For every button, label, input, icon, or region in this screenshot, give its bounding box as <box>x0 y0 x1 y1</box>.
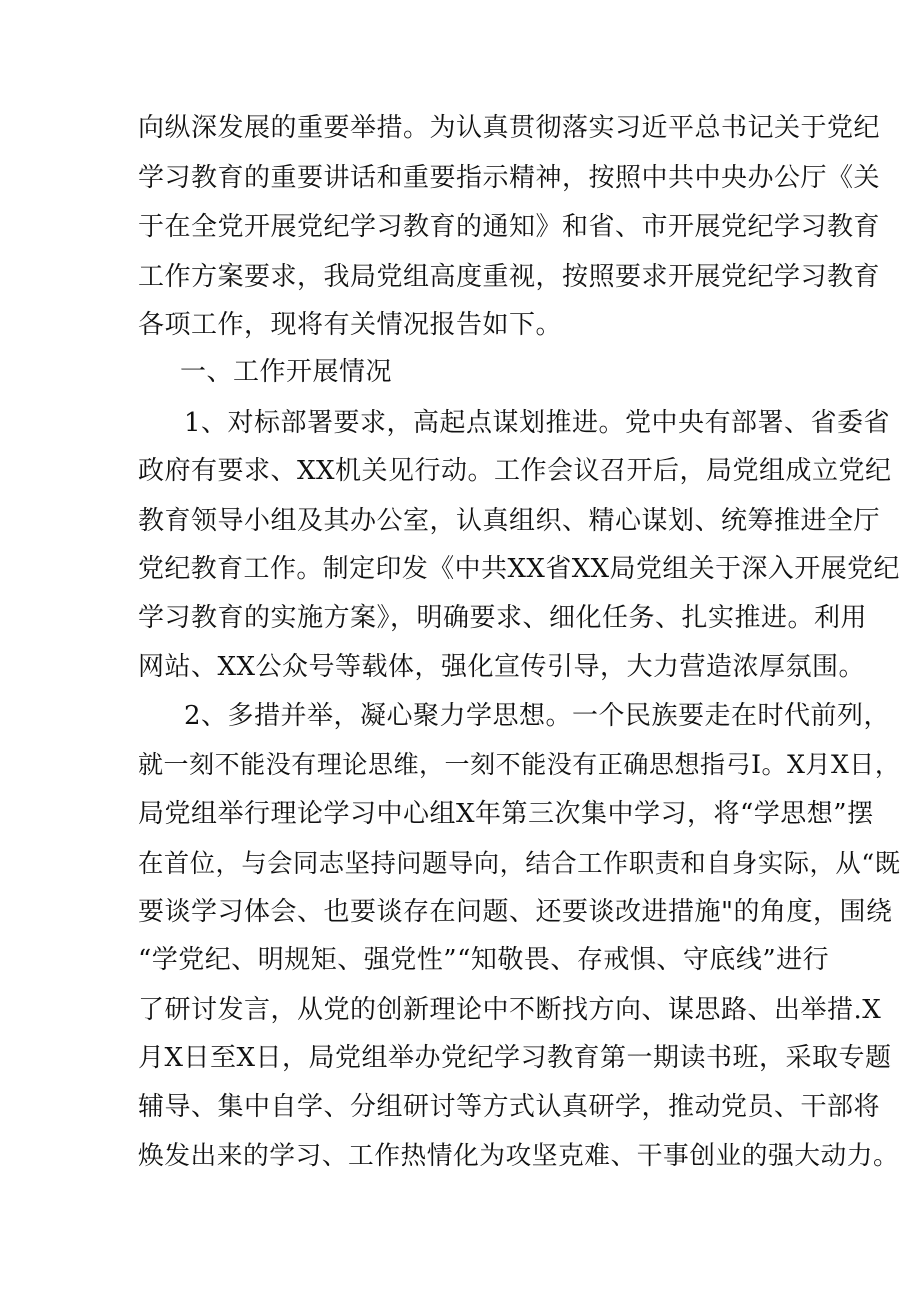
paragraph-line: 焕发出来的学习、工作热情化为攻坚克难、干事创业的强大动力。 <box>138 1141 900 1171</box>
paragraph-line: 月X日至X日，局党组举办党纪学习教育第一期读书班，采取专题 <box>138 1043 892 1073</box>
paragraph-line: 了研讨发言，从党的创新理论中不断找方向、谋思路、出举措.X <box>138 995 882 1025</box>
paragraph-line: 1、对标部署要求，高起点谋划推进。党中央有部署、省委省 <box>184 408 891 438</box>
paragraph-line: 网站、XX公众号等载体，强化宣传引导，大力营造浓厚氛围。 <box>138 652 866 682</box>
paragraph-line: 就一刻不能没有理论思维，一刻不能没有正确思想指弓I。X月X日， <box>138 750 901 779</box>
intro-line: 工作方案要求，我局党组高度重视，按照要求开展党纪学习教育 <box>138 262 881 292</box>
paragraph-line: 辅导、集中自学、分组研讨等方式认真研学，推动党员、干部将 <box>138 1092 881 1122</box>
paragraph-line: 教育领导小组及其办公室，认真组织、精心谋划、统筹推进全厅 <box>138 506 881 536</box>
paragraph-line: 2、多措并举，凝心聚力学思想。一个民族要走在时代前列， <box>184 701 891 731</box>
section-heading: 一、工作开展情况 <box>180 357 393 387</box>
paragraph-line: 政府有要求、XX机关见行动。工作会议召开后，局党组成立党纪 <box>138 456 892 486</box>
paragraph-line: 党纪教育工作。制定印发《中共XX省XX局党组关于深入开展党纪 <box>138 554 900 584</box>
paragraph-line: 要谈学习体会、也要谈存在问题、还要谈改进措施"的角度，围绕 <box>138 897 893 927</box>
intro-line: 各项工作，现将有关情况报告如下。 <box>138 310 563 340</box>
paragraph-line: “学党纪、明规矩、强党性”“知敬畏、存戒惧、守底线”进行 <box>138 945 830 975</box>
intro-line: 学习教育的重要讲话和重要指示精神，按照中共中央办公厅《关 <box>138 163 881 193</box>
intro-line: 向纵深发展的重要举措。为认真贯彻落实习近平总书记关于党纪 <box>138 113 881 143</box>
paragraph-line: 局党组举行理论学习中心组X年第三次集中学习，将“学思想”摆 <box>138 799 874 829</box>
intro-line: 于在全党开展党纪学习教育的通知》和省、市开展党纪学习教育 <box>138 212 881 242</box>
paragraph-line: 学习教育的实施方案》，明确要求、细化任务、扎实推进。利用 <box>138 603 868 633</box>
paragraph-line: 在首位，与会同志坚持问题导向，结合工作职责和自身实际，从“既 <box>138 848 901 878</box>
